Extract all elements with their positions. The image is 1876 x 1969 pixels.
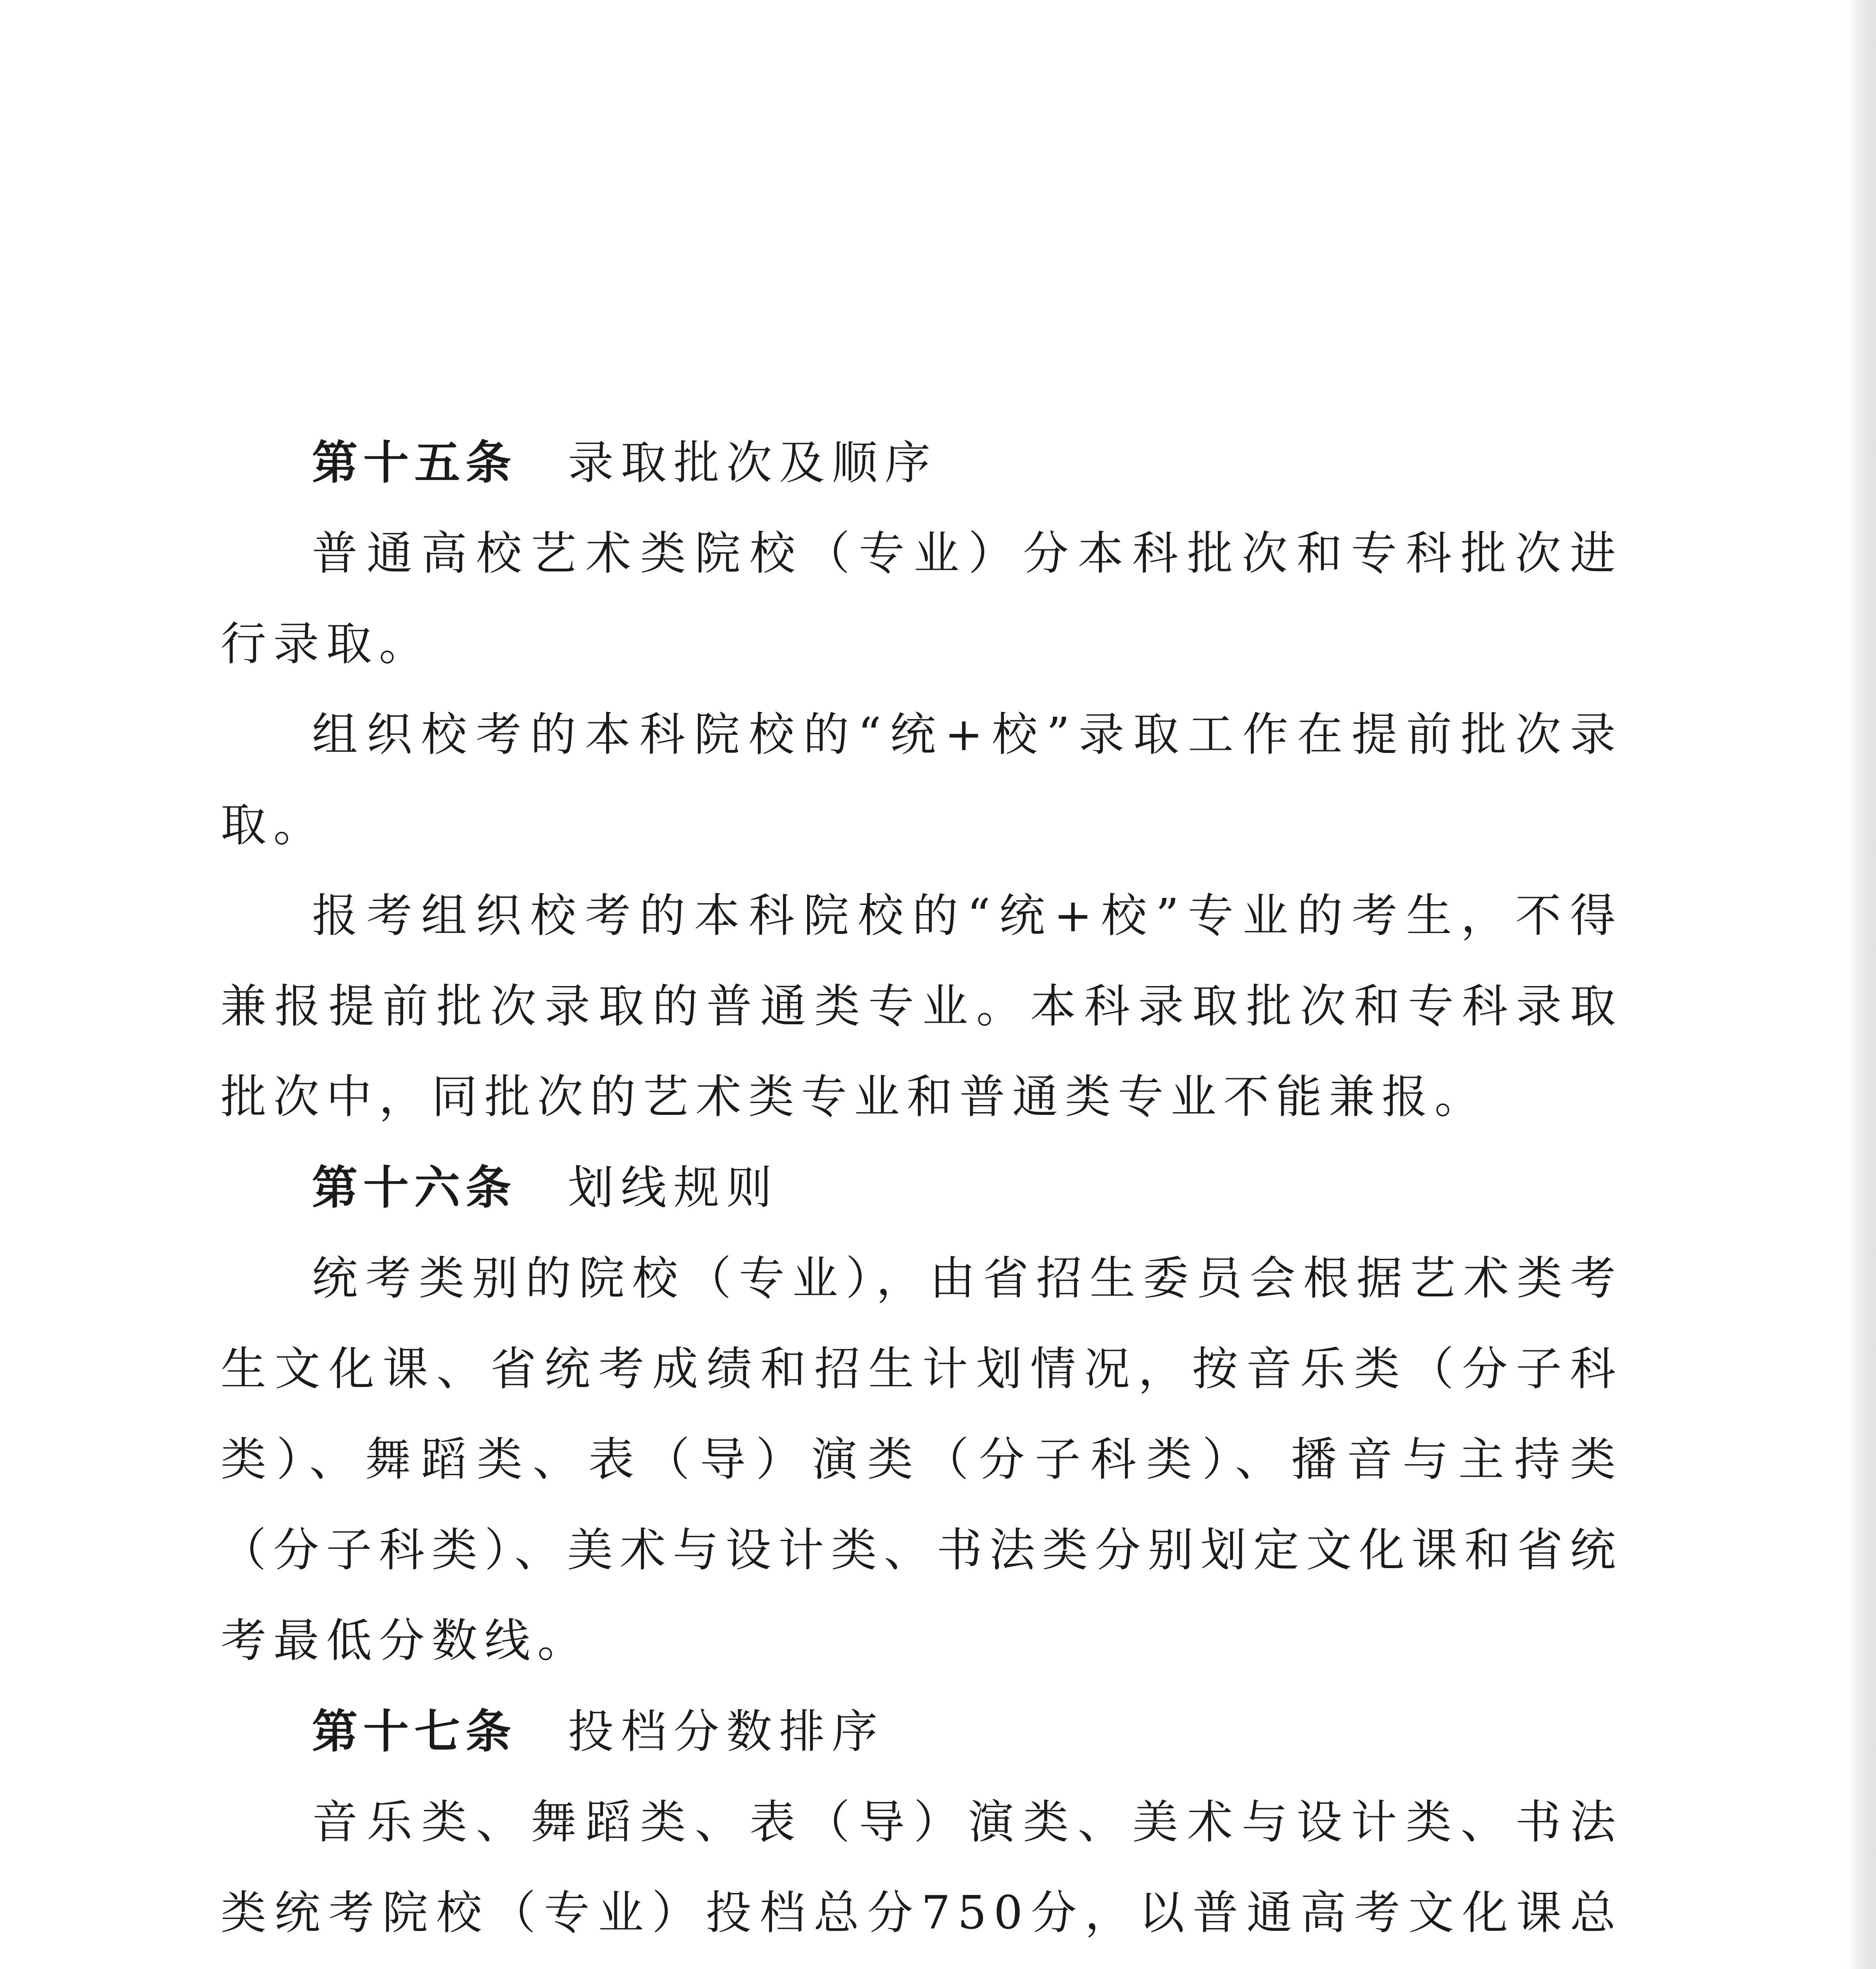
article-number: 第十七条 bbox=[312, 1705, 517, 1758]
article-heading-16 bbox=[221, 1142, 1623, 1233]
paragraph: 组织校考的本科院校的“统+校”录取工作在提前批次录取。 bbox=[221, 708, 1623, 852]
article-title: 录取批次及顺序 bbox=[568, 436, 937, 489]
article-heading-15 bbox=[221, 417, 1623, 508]
article-title: 划线规则 bbox=[568, 1161, 779, 1214]
document-body bbox=[221, 417, 1623, 1969]
article-number: 第十五条 bbox=[312, 436, 517, 489]
paragraph: 统考类别的院校（专业），由省招生委员会根据艺术类考生文化课、省统考成绩和招生计划情况，按音乐类（分子科类）、舞蹈类、表（导）演类（分子科类）、播音与主持类（分子科类）、美术与设计类、书法类分别划定文化课和省统考最低分数线。 bbox=[221, 1252, 1623, 1667]
article-title: 投档分数排序 bbox=[568, 1705, 885, 1758]
article-number: 第十六条 bbox=[312, 1161, 517, 1214]
article-heading-17 bbox=[221, 1686, 1623, 1777]
scan-edge-shadow bbox=[1848, 0, 1876, 1969]
paragraph: 音乐类、舞蹈类、表（导）演类、美术与设计类、书法类统考院校（专业）投档总分750分，以普通高考文化课总 bbox=[221, 1796, 1623, 1939]
paragraph: 报考组织校考的本科院校的“统+校”专业的考生，不得兼报提前批次录取的普通类专业。本科录取批次和专科录取批次中，同批次的艺术类专业和普通类专业不能兼报。 bbox=[221, 889, 1623, 1124]
paragraph: 普通高校艺术类院校（专业）分本科批次和专科批次进行录取。 bbox=[221, 527, 1623, 671]
